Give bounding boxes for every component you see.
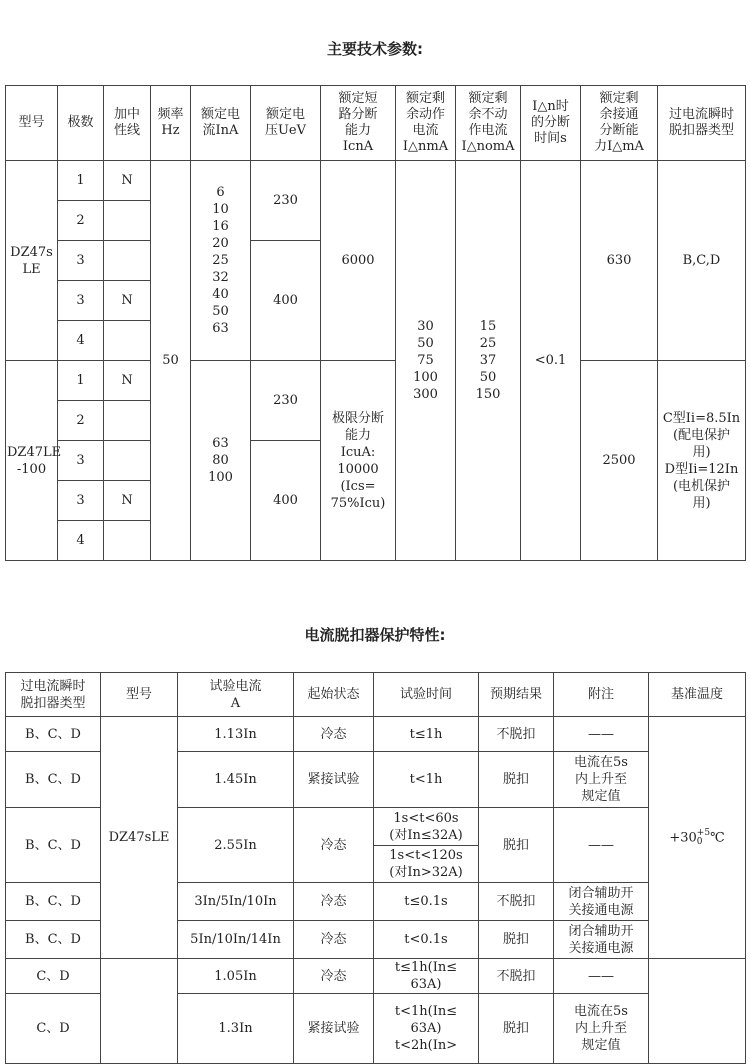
temp-sup: +5 <box>696 827 711 838</box>
time-cell: t<1h(In≤ 63A) t<2h(In> <box>374 994 479 1064</box>
time-cell: 1s<t<120s (对In>32A) <box>374 846 479 883</box>
current-cell: 5In/10In/14In <box>178 921 294 959</box>
poles-cell: 3 <box>58 481 104 521</box>
header-cell: 加中 性线 <box>104 86 151 161</box>
neutral-cell <box>104 201 151 241</box>
result-cell: 不脱扣 <box>479 717 554 752</box>
type-cell: B、C、D <box>6 921 101 959</box>
header-cell: 额定剩 余接通 分断能 力I△mA <box>581 86 658 161</box>
break-time-cell: <0.1 <box>521 161 581 561</box>
poles-cell: 1 <box>58 161 104 201</box>
header-cell: 附注 <box>554 673 649 717</box>
result-cell: 脱扣 <box>479 921 554 959</box>
temp-base: +30 <box>669 830 697 845</box>
type-cell: B、C、D <box>6 717 101 752</box>
current-cell: 1.3In <box>178 994 294 1064</box>
idn-cell: 30 50 75 100 300 <box>396 161 456 561</box>
icn-cell: 极限分断 能力 IcuA: 10000 (Ics= 75%Icu) <box>321 361 396 561</box>
state-cell: 冷态 <box>294 883 374 921</box>
poles-cell: 3 <box>58 441 104 481</box>
temperature-cell <box>649 717 746 959</box>
state-cell: 冷态 <box>294 959 374 994</box>
trip-type-cell: B,C,D <box>658 161 746 361</box>
table-row <box>6 959 746 994</box>
model-cell: DZ47sLE <box>101 717 178 959</box>
idm-cell: 2500 <box>581 361 658 561</box>
result-cell: 脱扣 <box>479 994 554 1064</box>
temp-unit: ℃ <box>710 830 725 845</box>
header-cell: 频率 Hz <box>151 86 191 161</box>
current-cell: 1.05In <box>178 959 294 994</box>
poles-cell: 3 <box>58 241 104 281</box>
trip-type-cell: C型Ii=8.5In (配电保护 用) D型Ii=12In (电机保护 用) <box>658 361 746 561</box>
time-cell: t≤1h <box>374 717 479 752</box>
model-cell: DZ47LE -100 <box>6 361 58 561</box>
model-cell-empty <box>101 959 178 1064</box>
neutral-cell <box>104 241 151 281</box>
neutral-cell <box>104 521 151 561</box>
voltage-cell: 230 <box>251 361 321 441</box>
current-cell: 1.45In <box>178 752 294 808</box>
result-cell: 不脱扣 <box>479 959 554 994</box>
table-header-row <box>6 86 746 161</box>
protection-table <box>5 672 746 1064</box>
neutral-cell: N <box>104 161 151 201</box>
main-params-table <box>5 85 746 561</box>
neutral-cell <box>104 401 151 441</box>
time-cell: 1s<t<60s (对In≤32A) <box>374 808 479 846</box>
header-cell: 基准温度 <box>649 673 746 717</box>
neutral-cell: N <box>104 481 151 521</box>
idm-cell: 630 <box>581 161 658 361</box>
time-cell: t<1h <box>374 752 479 808</box>
idno-cell: 15 25 37 50 150 <box>456 161 521 561</box>
current-cell: 6 10 16 20 25 32 40 50 63 <box>191 161 251 361</box>
voltage-cell: 230 <box>251 161 321 241</box>
header-cell: 型号 <box>101 673 178 717</box>
type-cell: C、D <box>6 994 101 1064</box>
state-cell: 冷态 <box>294 921 374 959</box>
table-header-row <box>6 673 746 717</box>
time-cell: t≤1h(In≤ 63A) <box>374 959 479 994</box>
state-cell: 冷态 <box>294 717 374 752</box>
model-cell: DZ47s LE <box>6 161 58 361</box>
header-cell: 试验电流 A <box>178 673 294 717</box>
current-cell: 1.13In <box>178 717 294 752</box>
neutral-cell <box>104 321 151 361</box>
neutral-cell: N <box>104 281 151 321</box>
result-cell: 不脱扣 <box>479 883 554 921</box>
header-cell: 极数 <box>58 86 104 161</box>
header-cell: 额定短 路分断 能力 IcnA <box>321 86 396 161</box>
header-cell: 过电流瞬时 脱扣器类型 <box>6 673 101 717</box>
header-cell: 额定电 流InA <box>191 86 251 161</box>
frequency-cell: 50 <box>151 161 191 561</box>
note-cell: 闭合辅助开 关接通电源 <box>554 883 649 921</box>
note-cell: 电流在5s 内上升至 规定值 <box>554 994 649 1064</box>
table-row <box>6 161 746 201</box>
state-cell: 紧接试验 <box>294 994 374 1064</box>
icn-cell: 6000 <box>321 161 396 361</box>
neutral-cell: N <box>104 361 151 401</box>
time-cell: t<0.1s <box>374 921 479 959</box>
header-cell: 额定剩 余动作 电流 I△nmA <box>396 86 456 161</box>
state-cell: 冷态 <box>294 808 374 883</box>
type-cell: B、C、D <box>6 808 101 883</box>
note-cell: —— <box>554 717 649 752</box>
header-cell: 试验时间 <box>374 673 479 717</box>
note-cell: 闭合辅助开 关接通电源 <box>554 921 649 959</box>
note-cell: 电流在5s 内上升至 规定值 <box>554 752 649 808</box>
table-row <box>6 717 746 752</box>
temperature-cell-empty <box>649 959 746 1064</box>
neutral-cell <box>104 441 151 481</box>
header-cell: 型号 <box>6 86 58 161</box>
type-cell: B、C、D <box>6 883 101 921</box>
current-cell: 3In/5In/10In <box>178 883 294 921</box>
time-cell: t≤0.1s <box>374 883 479 921</box>
header-cell: 额定电 压UeV <box>251 86 321 161</box>
type-cell: B、C、D <box>6 752 101 808</box>
section-title-protection: 电流脱扣器保护特性: <box>304 626 446 644</box>
temp-sub: 0 <box>696 836 703 847</box>
voltage-cell: 400 <box>251 441 321 561</box>
header-cell: 额定剩 余不动 作电流 I△nomA <box>456 86 521 161</box>
header-cell: 过电流瞬时 脱扣器类型 <box>658 86 746 161</box>
current-cell: 63 80 100 <box>191 361 251 561</box>
poles-cell: 1 <box>58 361 104 401</box>
type-cell: C、D <box>6 959 101 994</box>
header-cell: 起始状态 <box>294 673 374 717</box>
header-cell: I△n时 的分断 时间s <box>521 86 581 161</box>
header-cell: 预期结果 <box>479 673 554 717</box>
voltage-cell: 400 <box>251 241 321 361</box>
temp-tolerance <box>697 829 710 847</box>
table-row <box>6 361 746 401</box>
result-cell: 脱扣 <box>479 752 554 808</box>
poles-cell: 3 <box>58 281 104 321</box>
result-cell: 脱扣 <box>479 808 554 883</box>
state-cell: 紧接试验 <box>294 752 374 808</box>
current-cell: 2.55In <box>178 808 294 883</box>
poles-cell: 4 <box>58 321 104 361</box>
poles-cell: 4 <box>58 521 104 561</box>
note-cell: —— <box>554 808 649 883</box>
poles-cell: 2 <box>58 401 104 441</box>
section-title-main-params: 主要技术参数: <box>327 40 423 58</box>
note-cell: —— <box>554 959 649 994</box>
poles-cell: 2 <box>58 201 104 241</box>
